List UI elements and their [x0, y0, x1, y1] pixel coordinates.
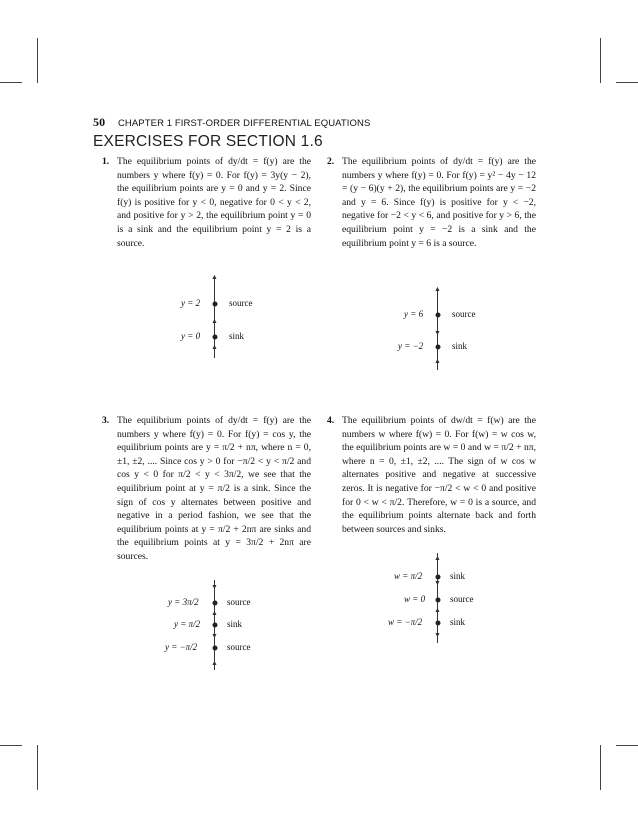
arrow-up-icon: ▲	[211, 343, 218, 351]
arrow-up-icon: ▲	[434, 606, 441, 614]
equilibrium-dot	[212, 601, 217, 606]
arrow-down-icon: ▼	[434, 329, 441, 337]
exercise-1	[102, 155, 311, 250]
crop-mark	[616, 82, 638, 83]
exercise-text: The equilibrium points of dw/dt = f(w) are the numbers w where f(w) = 0. For f(w) = w cos w, the equilibrium points are w = 0 and w = π/2 + nπ, where n = 0, ±1, ±2, .... The sign of w cos w alternates positive and negative at successive zeros. It is negative for −π/2 < w < 0 and positive for 0 < w < π/2. Therefore, w = 0 is a source, and the equilibrium points alternate back and forth between sources and sinks.	[342, 415, 536, 535]
equilibrium-label: w = −π/2	[388, 617, 423, 627]
crop-mark	[600, 745, 601, 790]
equilibrium-label: y = 6	[404, 309, 424, 319]
exercise-number: 4.	[327, 415, 335, 426]
equilibrium-type: source	[229, 298, 253, 308]
equilibrium-dot	[435, 313, 440, 318]
exercise-text: The equilibrium points of dy/dt = f(y) are the numbers y where f(y) = 0. For f(y) = 3y(y − 2), the equilibrium points are y = 0 and y = 2. Since f(y) is positive for y < 0, negative for 0 < y < 2, and positive for y > 2, the equilibrium point y = 0 is a sink and the equilibrium point y = 2 is a source.	[117, 156, 311, 249]
equilibrium-label: y = −π/2	[165, 642, 198, 652]
equilibrium-dot	[435, 345, 440, 350]
exercise-text: The equilibrium points of dy/dt = f(y) are the numbers y where f(y) = 0. For f(y) = cos y, the equilibrium points are y = π/2 + nπ, where n = 0, ±1, ±2, .... Since cos y > 0 for −π/2 < y < π/2 and cos y < 0 for π/2 < y < 3π/2, we see that the equilibrium point at y = π/2 is a sink. Since the sign of cos y alternates between positive and negative in a period fashion, we see that the equilibrium points at y = π/2 + 2nπ are sinks and the equilibrium points at y = 3π/2 + 2nπ are sources.	[117, 415, 311, 562]
equilibrium-type: source	[452, 309, 476, 319]
exercise-number: 1.	[102, 156, 110, 167]
equilibrium-label: y = −2	[398, 341, 424, 351]
equilibrium-type: source	[227, 597, 251, 607]
crop-mark	[37, 745, 38, 790]
equilibrium-label: y = 3π/2	[168, 597, 199, 607]
arrow-up-icon: ▲	[211, 273, 218, 281]
equilibrium-type: sink	[229, 331, 245, 341]
arrow-up-icon: ▲	[211, 317, 218, 325]
equilibrium-type: sink	[227, 619, 243, 629]
arrow-up-icon: ▲	[434, 554, 441, 562]
crop-mark	[37, 38, 38, 83]
exercise-4	[327, 414, 536, 536]
equilibrium-type: source	[227, 642, 251, 652]
equilibrium-type: sink	[450, 617, 466, 627]
arrow-up-icon: ▲	[211, 609, 218, 617]
equilibrium-dot	[212, 302, 217, 307]
page-number: 50	[93, 115, 106, 129]
equilibrium-dot	[212, 335, 217, 340]
equilibrium-dot	[212, 623, 217, 628]
exercise-number: 3.	[102, 415, 110, 426]
equilibrium-label: w = π/2	[394, 571, 423, 581]
exercise-text: The equilibrium points of dy/dt = f(y) are the numbers y where f(y) = 0. For f(y) = y² − 4y − 12 = (y − 6)(y + 2), the equilibrium points are y = −2 and y = 6. Since f(y) is positive for y < −2, negative for −2 < y < 6, and positive for y > 6, the equilibrium point y = −2 is a sink and the equilibrium point y = 6 is a source.	[342, 156, 536, 249]
arrow-up-icon: ▲	[211, 659, 218, 667]
chapter-title: CHAPTER 1 FIRST-ORDER DIFFERENTIAL EQUATIONS	[117, 118, 371, 129]
equilibrium-type: sink	[452, 341, 468, 351]
arrow-down-icon: ▼	[211, 632, 218, 640]
exercise-number: 2.	[327, 156, 335, 167]
crop-mark	[600, 38, 601, 83]
equilibrium-dot	[212, 646, 217, 651]
equilibrium-type: sink	[450, 571, 466, 581]
equilibrium-dot	[435, 621, 440, 626]
crop-mark	[0, 82, 22, 83]
equilibrium-label: y = π/2	[174, 619, 201, 629]
arrow-down-icon: ▼	[434, 631, 441, 639]
exercise-2	[327, 155, 536, 250]
equilibrium-label: y = 2	[181, 298, 201, 308]
section-title: EXERCISES FOR SECTION 1.6	[93, 133, 323, 150]
equilibrium-dot	[435, 575, 440, 580]
exercise-3	[102, 414, 311, 564]
equilibrium-label: w = 0	[404, 594, 426, 604]
arrow-up-icon: ▲	[434, 285, 441, 293]
crop-mark	[0, 745, 22, 746]
arrow-down-icon: ▼	[434, 579, 441, 587]
arrow-up-icon: ▲	[434, 357, 441, 365]
equilibrium-dot	[435, 598, 440, 603]
running-header	[93, 115, 370, 130]
crop-mark	[616, 745, 638, 746]
equilibrium-type: source	[450, 594, 474, 604]
arrow-down-icon: ▼	[211, 583, 218, 591]
equilibrium-label: y = 0	[181, 331, 201, 341]
